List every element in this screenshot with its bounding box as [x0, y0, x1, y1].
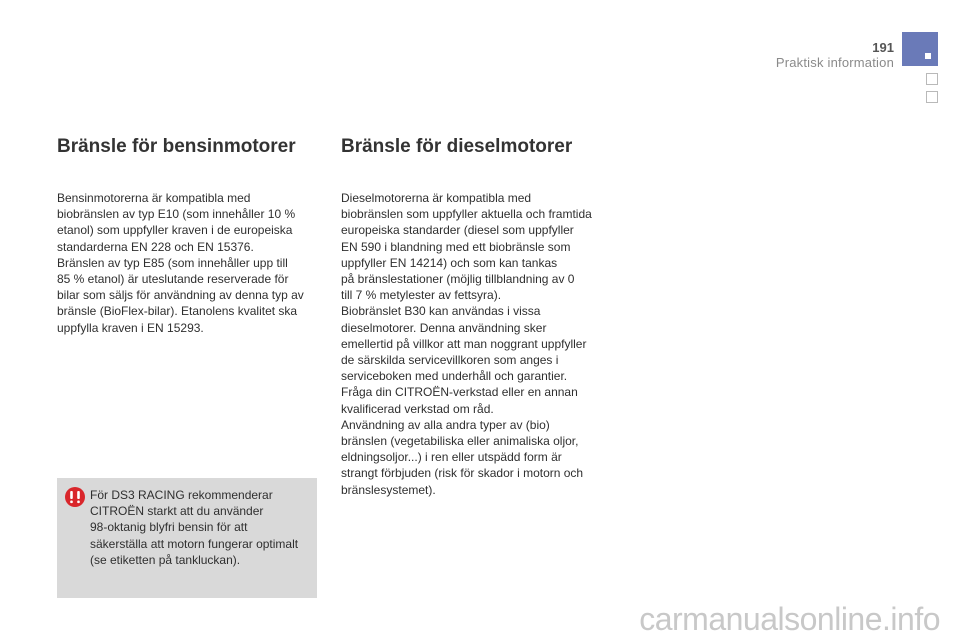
diesel-fuel-heading: Bränsle för dieselmotorer [341, 136, 573, 157]
petrol-fuel-heading: Bränsle för bensinmotorer [57, 136, 296, 157]
page-number: 191 [872, 40, 894, 55]
diesel-fuel-text: Dieselmotorerna är kompatibla med biobränslen som uppfyller aktuella och framtida europeiska standarder (diesel som uppfyller EN 590 i blandning med ett biobränsle som uppfyller EN 14214) och som kan tankas på bränslestationer (möjlig tillblandning av 0 till 7 % metylester av fettsyra). Biobränslet B30 kan användas i vissa dieselmotorer. Denna användning sker emellertid på villkor att man noggrant uppfyller de särskilda servicevillkoren som anges i serviceboken med underhåll och garantier. Fråga din CITROËN-verkstad eller en annan kvalificerad verkstad om råd. Användning av alla andra typer av (bio) bränslen (vegetabiliska eller animaliska oljor, eldningsoljor...) i ren eller utspädd form är strangt förbjuden (risk för skador i motorn och bränslesystemet). [341, 191, 592, 497]
section-label: Praktisk information [775, 55, 894, 70]
warning-box [57, 478, 317, 598]
chapter-tab-empty [926, 73, 938, 85]
warning-text: För DS3 RACING rekommenderar CITROËN starkt att du använder 98-oktanig blyfri bensin för att säkerställa att motorn fungerar optimalt (se etiketten på tankluckan). [90, 488, 299, 567]
chapter-tab-active [902, 32, 938, 66]
petrol-fuel-text: Bensinmotorerna är kompatibla med biobränslen av typ E10 (som innehåller 10 % etanol) som uppfyller kraven i de europeiska standarderna EN 228 och EN 15376. Bränslen av typ E85 (som innehåller upp till 85 % etanol) är uteslutande reserverade för bilar som säljs för användning av denna typ av bränsle (BioFlex-bilar). Etanolens kvalitet ska uppfylla kraven i EN 15293. [57, 191, 304, 335]
watermark: carmanualsonline.info [639, 601, 940, 637]
chapter-tab-empty [926, 91, 938, 103]
warning-exclamation-icon [65, 487, 85, 507]
